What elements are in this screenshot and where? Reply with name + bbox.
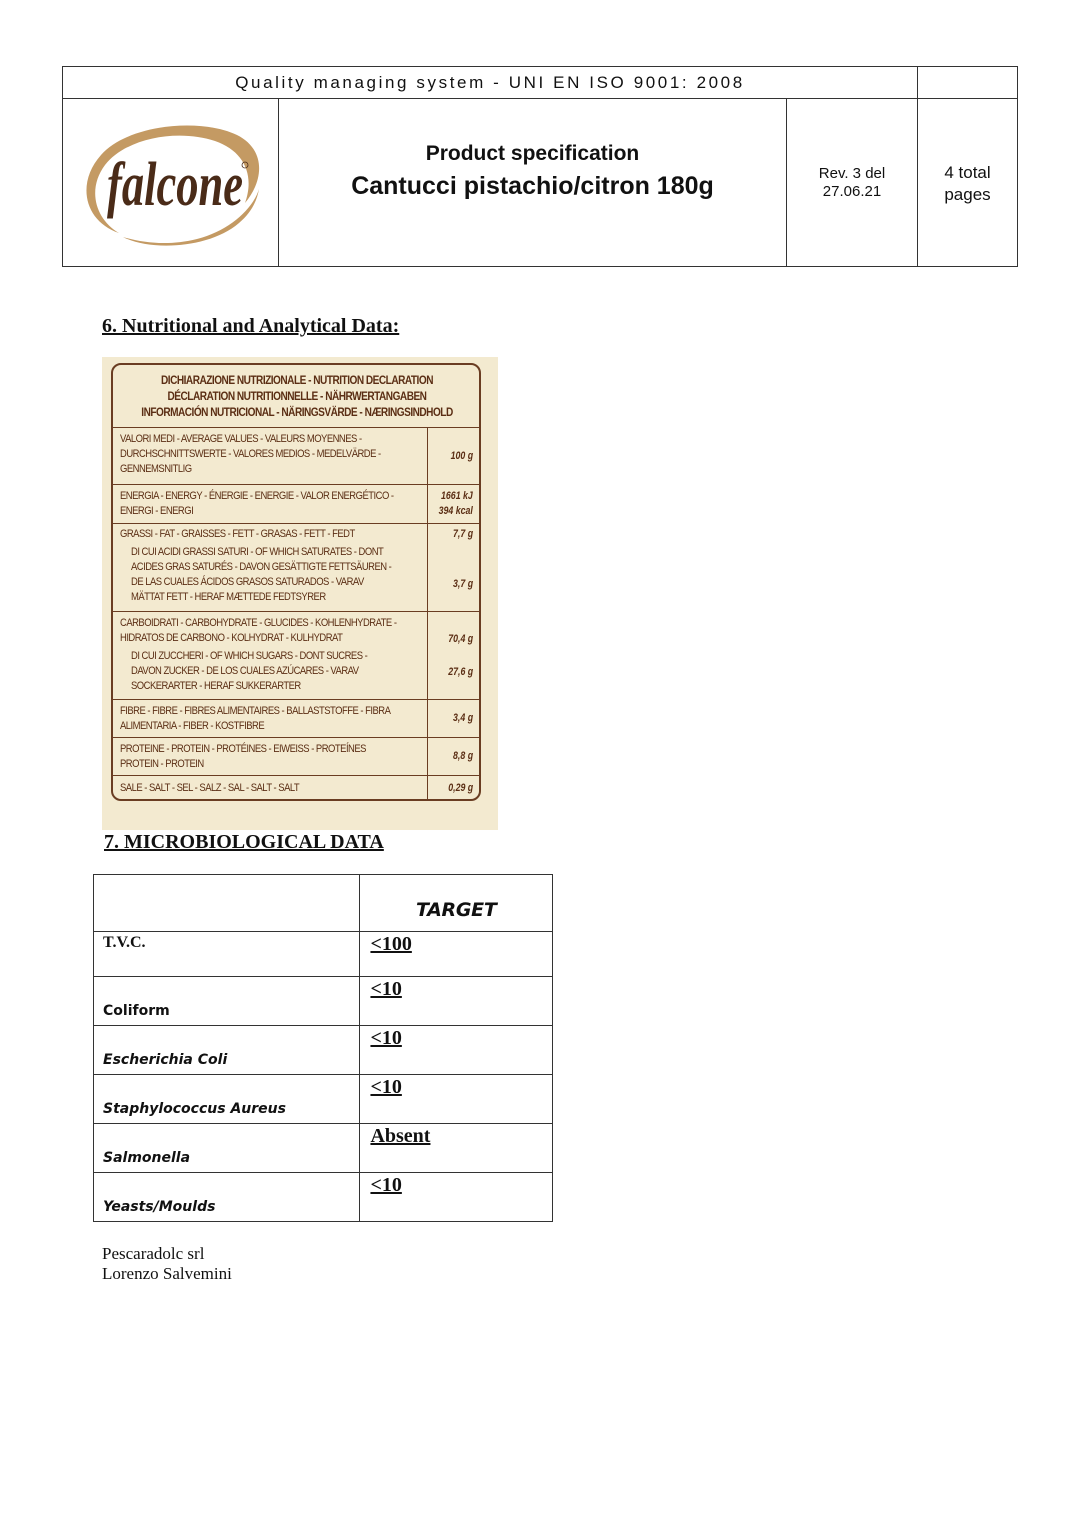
nutrition-row-value: 0,29 g bbox=[448, 782, 473, 794]
product-name: Cantucci pistachio/citron 180g bbox=[351, 172, 714, 200]
header-empty-cell bbox=[918, 67, 1017, 99]
nutrition-row-value: 7,7 g bbox=[452, 528, 473, 540]
revision-cell bbox=[787, 99, 918, 266]
table-row bbox=[94, 1173, 553, 1222]
table-row bbox=[94, 1124, 553, 1173]
nutrition-subrow-value: 3,7 g bbox=[452, 578, 473, 590]
parameter-name: Coliform bbox=[94, 977, 360, 1026]
nutrition-row-carbohydrate bbox=[113, 612, 479, 700]
nutrition-row-value: 1661 kJ 394 kcal bbox=[438, 490, 473, 517]
section-7-heading: 7. MICROBIOLOGICAL DATA bbox=[104, 831, 384, 853]
pages-cell bbox=[918, 99, 1017, 266]
target-value: <100 bbox=[360, 932, 553, 977]
parameter-name: Staphylococcus Aureus bbox=[94, 1075, 360, 1124]
section-6-heading: 6. Nutritional and Analytical Data: bbox=[102, 315, 400, 337]
nutrition-subrow-label: DI CUI ZUCCHERI - OF WHICH SUGARS - DONT SUCRES - DAVON ZUCKER - DE LOS CUALES AZÚCARES - VARAV SOCKERARTER - HERAF SUKKERARTER bbox=[131, 650, 368, 692]
table-row bbox=[94, 932, 553, 977]
pages-label: pages bbox=[944, 185, 991, 204]
nutrition-row-label: SALE - SALT - SEL - SALZ - SAL - SALT - SALT bbox=[120, 782, 300, 794]
signature-block bbox=[102, 1244, 232, 1284]
target-value: <10 bbox=[360, 1026, 553, 1075]
company-name: Pescaradolc srl bbox=[102, 1244, 205, 1263]
logo-cell bbox=[63, 99, 279, 266]
nutrition-row-fat bbox=[113, 524, 479, 612]
nutrition-title-line-1: DICHIARAZIONE NUTRIZIONALE - NUTRITION DECLARATION bbox=[161, 373, 433, 387]
nutrition-title-line-3: INFORMACIÓN NUTRICIONAL - NÄRINGSVÄRDE - NÆRINGSINDHOLD bbox=[141, 405, 453, 419]
document-header bbox=[62, 66, 1018, 267]
nutrition-row-label: VALORI MEDI - AVERAGE VALUES - VALEURS MOYENNES - DURCHSCHNITTSWERTE - VALORES MEDIOS - MEDELVÄRDE - GENNEMSNITLIG bbox=[120, 433, 381, 475]
parameter-name: T.V.C. bbox=[94, 932, 360, 977]
table-header-row bbox=[94, 875, 553, 932]
nutrition-row-protein bbox=[113, 738, 479, 776]
nutrition-row-label: GRASSI - FAT - GRAISSES - FETT - GRASAS - FETT - FEDT bbox=[120, 528, 355, 540]
pages-count: 4 total bbox=[944, 163, 991, 182]
title-cell bbox=[279, 99, 787, 266]
target-value: <10 bbox=[360, 977, 553, 1026]
logo-text: falcone bbox=[107, 151, 243, 219]
target-header: TARGET bbox=[360, 875, 553, 932]
nutrition-title-row bbox=[113, 365, 479, 428]
table-row bbox=[94, 1075, 553, 1124]
parameter-name: Escherichia Coli bbox=[94, 1026, 360, 1075]
nutrition-row-fibre bbox=[113, 700, 479, 738]
nutrition-row-value: 3,4 g bbox=[452, 712, 473, 724]
nutrition-row-energy bbox=[113, 485, 479, 524]
target-value: <10 bbox=[360, 1173, 553, 1222]
parameter-name: Salmonella bbox=[94, 1124, 360, 1173]
nutrition-row-label: FIBRE - FIBRE - FIBRES ALIMENTAIRES - BALLASTSTOFFE - FIBRA ALIMENTARIA - FIBER - KOSTFIBRE bbox=[120, 705, 391, 732]
parameter-name: Yeasts/Moulds bbox=[94, 1173, 360, 1222]
revision-date: 27.06.21 bbox=[822, 183, 882, 200]
nutrition-row-value: 8,8 g bbox=[452, 750, 473, 762]
nutrition-row-average-values bbox=[113, 428, 479, 485]
falcone-logo bbox=[79, 113, 263, 253]
target-value: Absent bbox=[360, 1124, 553, 1173]
target-value: <10 bbox=[360, 1075, 553, 1124]
nutrition-subrow-label: DI CUI ACIDI GRASSI SATURI - OF WHICH SATURATES - DONT ACIDES GRAS SATURÉS - DAVON GESÄTTIGTE FETTSÄUREN - DE LAS CUALES ÁCIDOS GRASOS SATURADOS - VARAV MÄTTAT FETT - HERAF MÆTTEDE FEDTSYRER bbox=[131, 546, 392, 603]
table-row bbox=[94, 977, 553, 1026]
nutrition-subrow-value: 27,6 g bbox=[448, 666, 473, 678]
nutrition-label-image bbox=[102, 357, 498, 830]
nutrition-title-line-2: DÉCLARATION NUTRITIONNELLE - NÄHRWERTANGABEN bbox=[167, 389, 427, 403]
nutrition-row-label: ENERGIA - ENERGY - ÉNERGIE - ENERGIE - VALOR ENERGÉTICO - ENERGI - ENERGI bbox=[120, 490, 394, 517]
nutrition-row-label: PROTEINE - PROTEIN - PROTÉINES - EIWEISS - PROTEÍNES PROTEIN - PROTEIN bbox=[120, 743, 366, 770]
table-header-empty-cell bbox=[94, 875, 360, 932]
document-type: Product specification bbox=[425, 142, 640, 165]
nutrition-row-salt bbox=[113, 776, 479, 803]
quality-system-line: Quality managing system - UNI EN ISO 9001: 2008 bbox=[63, 67, 918, 99]
nutrition-row-value: 100 g bbox=[450, 450, 473, 462]
nutrition-row-label: CARBOIDRATI - CARBOHYDRATE - GLUCIDES - KOHLENHYDRATE - HIDRATOS DE CARBONO - KOLHYDRAT - KULHYDRAT bbox=[120, 617, 397, 644]
table-row bbox=[94, 1026, 553, 1075]
signatory-name: Lorenzo Salvemini bbox=[102, 1264, 232, 1283]
nutrition-row-value: 70,4 g bbox=[448, 633, 473, 645]
nutrition-label-frame bbox=[111, 363, 481, 801]
revision-label: Rev. 3 del bbox=[818, 165, 886, 182]
microbiological-table bbox=[93, 874, 553, 1222]
